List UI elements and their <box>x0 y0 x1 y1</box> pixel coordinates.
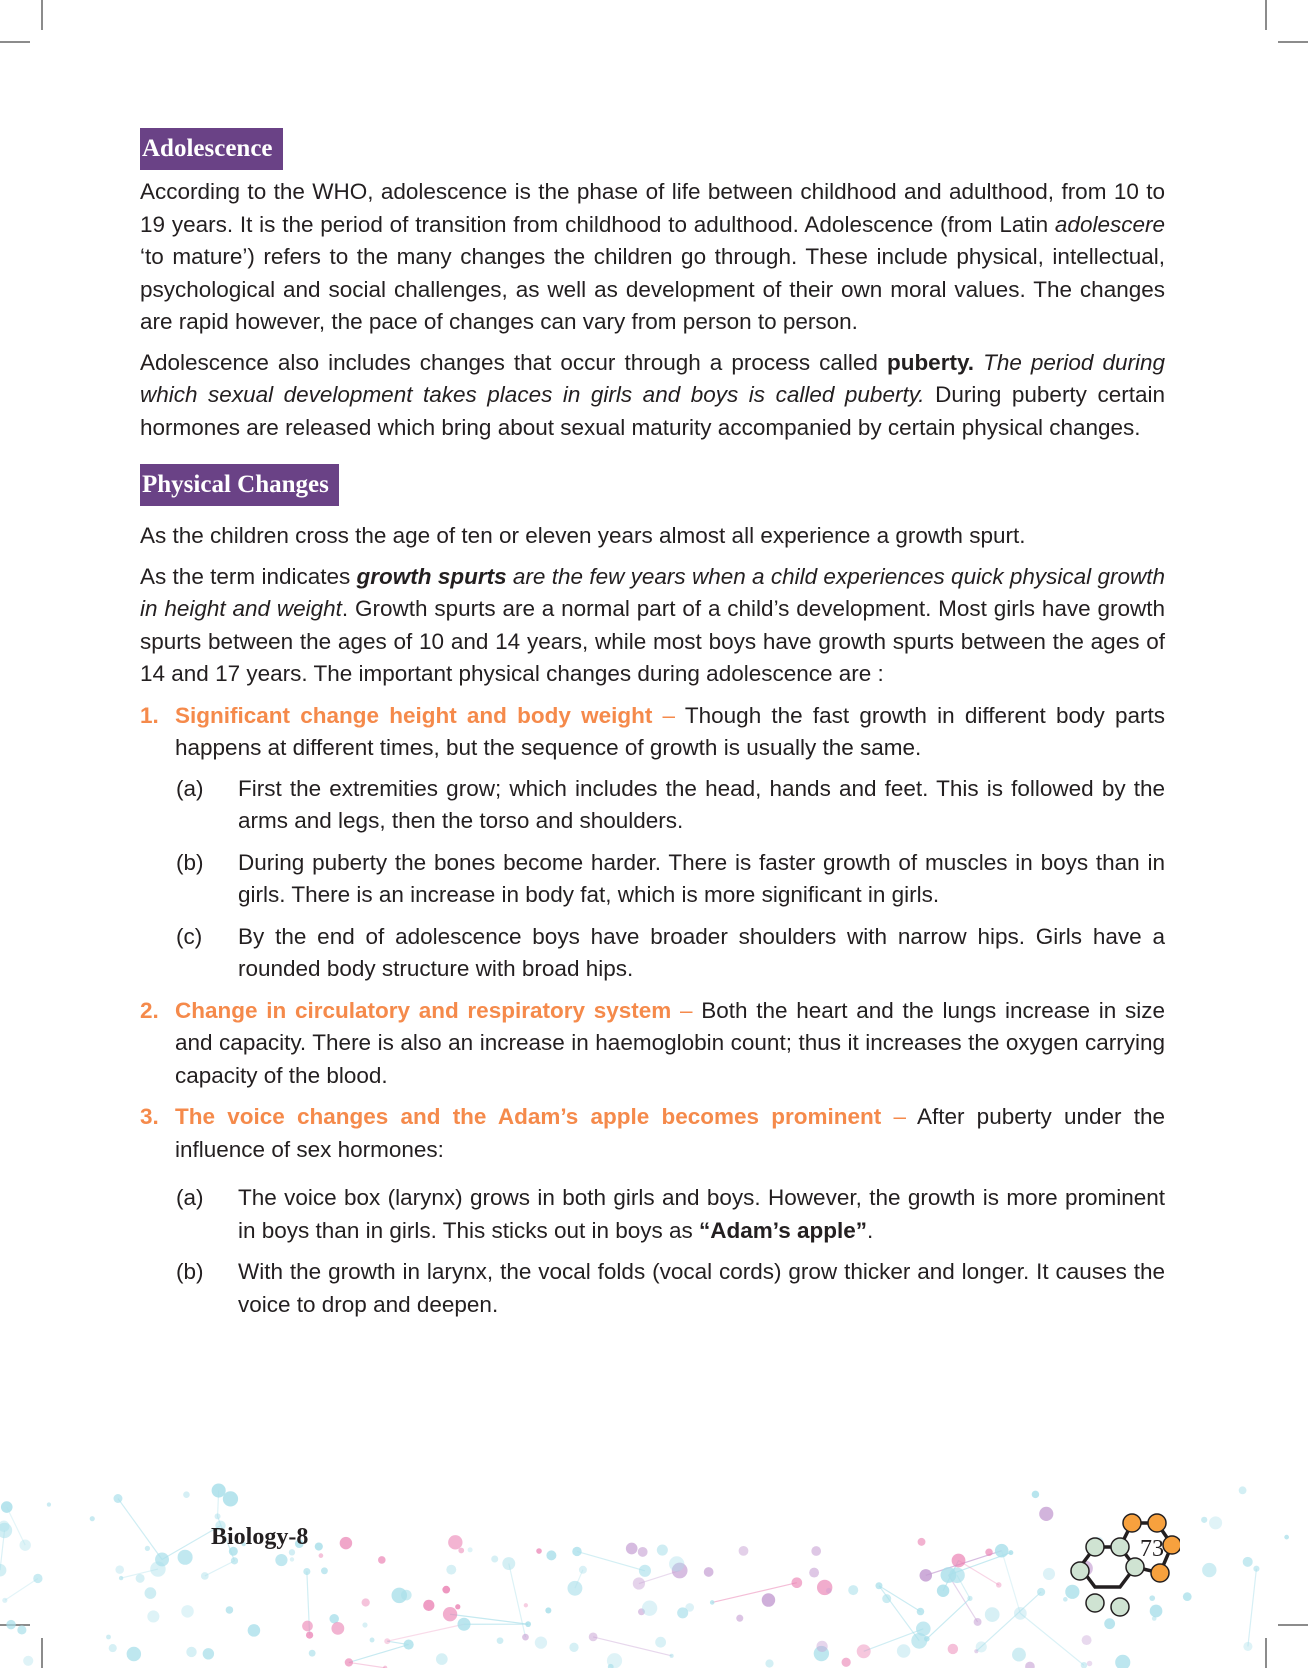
section-heading-adolescence: Adolescence <box>140 128 283 170</box>
list-number: 1. <box>140 702 159 728</box>
network-node <box>448 1535 462 1549</box>
network-node <box>362 1598 370 1606</box>
network-node <box>443 1607 457 1621</box>
network-node <box>842 1658 851 1667</box>
sub-item-1a <box>140 773 1165 838</box>
network-node <box>525 1621 531 1627</box>
paragraph-puberty <box>140 347 1165 445</box>
network-node <box>497 1637 504 1644</box>
atom <box>1151 1564 1169 1582</box>
network-node <box>897 1644 910 1657</box>
network-node <box>502 1557 515 1570</box>
dash: – <box>671 997 702 1023</box>
network-node <box>848 1585 858 1595</box>
network-node <box>1209 1516 1222 1529</box>
network-node <box>6 1620 15 1629</box>
sub-item-text: First the extremities grow; which includes the head, hands and feet. This is followed by the arms and legs, then the torso and shoulders. <box>238 775 1165 833</box>
network-node <box>231 1557 238 1564</box>
network-node <box>545 1607 551 1613</box>
network-node <box>589 1633 598 1642</box>
network-node <box>816 1641 827 1652</box>
network-node <box>657 1545 668 1556</box>
network-edge <box>5 1578 38 1600</box>
network-edge <box>1248 1569 1257 1647</box>
list-number: 2. <box>140 997 159 1023</box>
network-node <box>345 1658 353 1666</box>
network-node <box>155 1553 169 1567</box>
network-edge <box>712 1583 797 1603</box>
page-number: 73 <box>1140 1536 1164 1562</box>
sub-item-3b <box>140 1256 1165 1321</box>
network-node <box>677 1607 688 1618</box>
network-node <box>811 1546 821 1556</box>
network-node <box>183 1491 190 1498</box>
network-edge <box>205 1561 235 1576</box>
network-node <box>223 1491 238 1506</box>
network-node <box>178 1550 193 1565</box>
network-node <box>976 1641 987 1652</box>
network-node <box>442 1586 450 1594</box>
network-node <box>875 1582 882 1589</box>
section-adolescence <box>140 128 1165 170</box>
network-node <box>315 1542 323 1550</box>
network-node <box>115 1565 124 1574</box>
key-term-adams-apple: “Adam’s apple” <box>699 1217 868 1243</box>
network-edge <box>349 1662 385 1667</box>
network-node <box>704 1567 714 1577</box>
network-node <box>920 1569 933 1582</box>
network-node <box>1087 1661 1092 1666</box>
network-node <box>941 1567 957 1583</box>
network-node <box>468 1547 473 1552</box>
network-edge <box>927 1598 970 1638</box>
network-node <box>1032 1491 1040 1499</box>
network-node <box>952 1554 966 1568</box>
paragraph-growth-spurt-intro: As the children cross the age of ten or eleven years almost all experience a growth spurt. <box>140 523 1026 548</box>
network-node <box>535 1636 547 1648</box>
network-node <box>212 1483 226 1497</box>
network-node <box>536 1548 542 1554</box>
network-node <box>446 1565 456 1575</box>
network-node <box>458 1548 464 1554</box>
network-node <box>1008 1550 1013 1555</box>
network-node <box>857 1644 871 1658</box>
network-edge <box>509 1564 526 1638</box>
latin-term: adolescere <box>1054 211 1165 237</box>
atom <box>1071 1562 1089 1580</box>
network-node <box>572 1547 581 1556</box>
network-node <box>1 1501 13 1513</box>
definition-growth-spurts: are the few years when a child experiences quick physical growth in height and weight <box>140 563 1166 621</box>
paragraph-adolescence-definition <box>140 176 1165 339</box>
network-node <box>638 1547 648 1557</box>
network-node <box>1183 1592 1192 1601</box>
list-item-2 <box>140 995 1165 1093</box>
network-edge <box>118 1498 162 1559</box>
atom <box>1123 1514 1141 1532</box>
sub-item-1c <box>140 921 1165 986</box>
network-node <box>522 1634 529 1641</box>
text-run: As the term indicates <box>140 563 357 589</box>
dash: – <box>652 702 685 728</box>
network-node <box>967 1596 972 1601</box>
list-item-1 <box>140 700 1165 765</box>
sub-item-letter: (b) <box>176 1259 204 1284</box>
footer-book-title: Biology-8 <box>211 1524 309 1550</box>
text-run: . <box>867 1217 874 1243</box>
atom <box>1086 1538 1104 1556</box>
network-node <box>331 1622 344 1635</box>
list-number: 3. <box>140 1104 159 1129</box>
sub-item-3a <box>140 1182 1165 1247</box>
dash: – <box>881 1104 917 1129</box>
network-node <box>90 1516 95 1521</box>
list-item-3 <box>140 1101 1165 1166</box>
network-node <box>1243 1642 1252 1651</box>
network-node <box>290 1557 294 1561</box>
network-node <box>203 1648 214 1659</box>
sub-item-text <box>238 1182 1165 1247</box>
network-edge <box>577 1551 645 1570</box>
network-node <box>109 1644 117 1652</box>
sub-item-letter: (c) <box>176 923 203 949</box>
crop-mark <box>1265 0 1267 30</box>
text-run: During puberty certain hormones are released which bring about sexual maturity accompanied by certain physical changes. <box>140 382 1165 440</box>
network-node <box>826 1588 832 1594</box>
network-node <box>0 1564 6 1577</box>
network-node <box>248 1624 261 1637</box>
network-node <box>985 1607 1000 1622</box>
sub-item-text: By the end of adolescence boys have broader shoulders with narrow hips. Girls have a rounded body structure with broad hips. <box>238 923 1165 981</box>
network-node <box>569 1643 578 1652</box>
network-node <box>404 1639 414 1649</box>
network-node <box>1284 1535 1289 1540</box>
list-item-title: Change in circulatory and respiratory system <box>175 997 672 1023</box>
network-node <box>145 1587 157 1599</box>
network-edge <box>1002 1551 1021 1614</box>
crop-mark <box>1278 41 1308 43</box>
network-node <box>2 1598 7 1603</box>
network-node <box>378 1556 386 1564</box>
network-node <box>633 1577 645 1589</box>
network-node <box>23 1656 33 1666</box>
network-node <box>302 1621 313 1632</box>
section-heading-physical-changes: Physical Changes <box>140 464 339 506</box>
network-node <box>882 1594 891 1603</box>
network-node <box>303 1568 310 1575</box>
definition-puberty: The period during which sexual development takes places in girls and boys is called puberty. <box>140 349 1165 407</box>
atom <box>1111 1538 1129 1556</box>
network-node <box>1243 1557 1253 1567</box>
network-node <box>924 1636 930 1642</box>
network-node <box>791 1577 802 1588</box>
network-node <box>113 1494 122 1503</box>
network-node <box>996 1582 1001 1587</box>
network-node <box>524 1603 528 1607</box>
network-node <box>995 1544 1009 1558</box>
atom <box>1148 1514 1166 1532</box>
network-node <box>607 1653 622 1668</box>
network-edge <box>976 1592 1041 1651</box>
page-content <box>140 128 1165 1321</box>
list-item-title: Significant change height and body weight <box>175 702 653 728</box>
sub-item-letter: (b) <box>176 849 204 875</box>
network-node <box>119 1576 123 1580</box>
atom <box>1111 1598 1129 1616</box>
sub-item-1b <box>140 847 1165 912</box>
network-node <box>917 1608 925 1616</box>
network-node <box>670 1654 674 1658</box>
network-node <box>340 1537 352 1549</box>
network-node <box>937 1585 949 1597</box>
network-node <box>1115 1655 1130 1668</box>
list-item-text: After puberty under the influence of sex hormones: <box>175 1104 1165 1162</box>
sub-item-text: During puberty the bones become harder. There is faster growth of muscles in boys than in girls. There is an increase in body fat, which is more significant in girls. <box>238 849 1165 907</box>
network-node <box>642 1601 657 1616</box>
network-node <box>739 1546 749 1556</box>
network-node <box>916 1621 931 1636</box>
network-node <box>809 1568 819 1578</box>
network-node <box>765 1659 773 1667</box>
list-item-text: Though the fast growth in different body parts happens at different times, but the sequence of growth is usually the same. <box>175 702 1166 760</box>
network-node <box>319 1553 324 1558</box>
paragraph-growth-spurts <box>140 561 1165 691</box>
sub-item-text: With the growth in larynx, the vocal folds (vocal cords) grow thicker and longer. It causes the voice to drop and deepen. <box>238 1259 1165 1317</box>
network-node <box>546 1550 556 1560</box>
network-node <box>579 1566 587 1574</box>
network-node <box>370 1638 375 1643</box>
network-node <box>181 1605 193 1617</box>
network-node <box>1239 1486 1247 1494</box>
network-node <box>17 1625 26 1634</box>
network-node <box>1201 1517 1207 1523</box>
network-node <box>491 1556 498 1563</box>
network-node <box>639 1565 651 1577</box>
network-node <box>147 1610 159 1622</box>
network-node <box>1012 1648 1026 1662</box>
hexagon-molecule-icon <box>1050 1505 1180 1625</box>
network-node <box>33 1574 42 1583</box>
atom <box>1086 1594 1104 1612</box>
network-node <box>710 1600 715 1605</box>
network-node <box>1253 1566 1259 1572</box>
crop-mark <box>0 41 30 43</box>
network-node <box>127 1647 141 1661</box>
crop-mark <box>41 0 43 30</box>
list-item-title: The voice changes and the Adam’s apple becomes prominent <box>175 1104 882 1129</box>
network-node <box>1202 1563 1216 1577</box>
network-node <box>0 1523 12 1538</box>
text-run: ‘to mature’) refers to the many changes the children go through. These include physical, intellectual, psychological and social challenges, as well as development of their own moral values. The changes are rapid however, the pace of changes can vary from person to person. <box>140 244 1165 334</box>
network-node <box>762 1593 776 1607</box>
network-node <box>215 1513 221 1519</box>
key-term-puberty: puberty. <box>886 349 975 375</box>
network-node <box>401 1590 412 1601</box>
text-run: . Growth spurts are a normal part of a child’s development. Most girls have growth spurts between the ages of 10 and 14 years, while most boys have growth spurts between the ages of 14 and 17 years. The important physical changes during adolescence are : <box>140 596 1165 686</box>
network-node <box>136 1574 145 1583</box>
text-run: According to the WHO, adolescence is the phase of life between childhood and adulthood, from 10 to 19 years. It is the period of transition from childhood to adulthood. Adolescence (from Latin <box>140 179 1165 237</box>
network-node <box>457 1618 470 1631</box>
network-node <box>669 1556 684 1571</box>
network-edge <box>387 1624 464 1641</box>
network-node <box>423 1600 434 1611</box>
network-node <box>201 1572 209 1580</box>
network-node <box>384 1638 390 1644</box>
sub-item-letter: (a) <box>176 775 204 801</box>
network-node <box>918 1538 926 1546</box>
network-node <box>275 1554 287 1566</box>
list-item-text: Both the heart and the lungs increase in size and capacity. There is also an increase in haemoglobin count; thus it increases the oxygen carrying capacity of the blood. <box>175 997 1165 1088</box>
sub-item-letter: (a) <box>176 1185 204 1210</box>
text-run: The voice box (larynx) grows in both girls and boys. However, the growth is more prominent in boys than in girls. This sticks out in boys as <box>238 1185 1165 1243</box>
network-node <box>974 1618 982 1626</box>
network-node <box>226 1606 234 1614</box>
network-node <box>106 1635 111 1640</box>
network-node <box>306 1631 313 1638</box>
network-node <box>145 1546 150 1551</box>
section-physical-changes <box>140 464 1165 506</box>
network-node <box>455 1604 460 1609</box>
network-node <box>309 1650 316 1657</box>
network-node <box>1014 1607 1027 1620</box>
network-edge <box>349 1645 409 1663</box>
network-node <box>655 1637 666 1648</box>
network-node <box>321 1567 328 1574</box>
atom <box>1163 1536 1180 1554</box>
network-node <box>1037 1588 1045 1596</box>
network-node <box>1025 1662 1035 1668</box>
network-node <box>567 1581 582 1596</box>
key-term-growth-spurts: growth spurts <box>356 563 507 589</box>
network-node <box>436 1653 448 1665</box>
network-node <box>1082 1635 1092 1645</box>
network-node <box>985 1549 992 1556</box>
text-run: Adolescence also includes changes that occur through a process called <box>140 349 887 375</box>
network-node <box>948 1644 958 1654</box>
network-node <box>186 1647 196 1657</box>
network-node <box>47 1502 51 1506</box>
network-node <box>19 1539 30 1550</box>
network-node <box>626 1543 638 1555</box>
network-node <box>736 1615 743 1622</box>
network-node <box>362 1622 367 1627</box>
